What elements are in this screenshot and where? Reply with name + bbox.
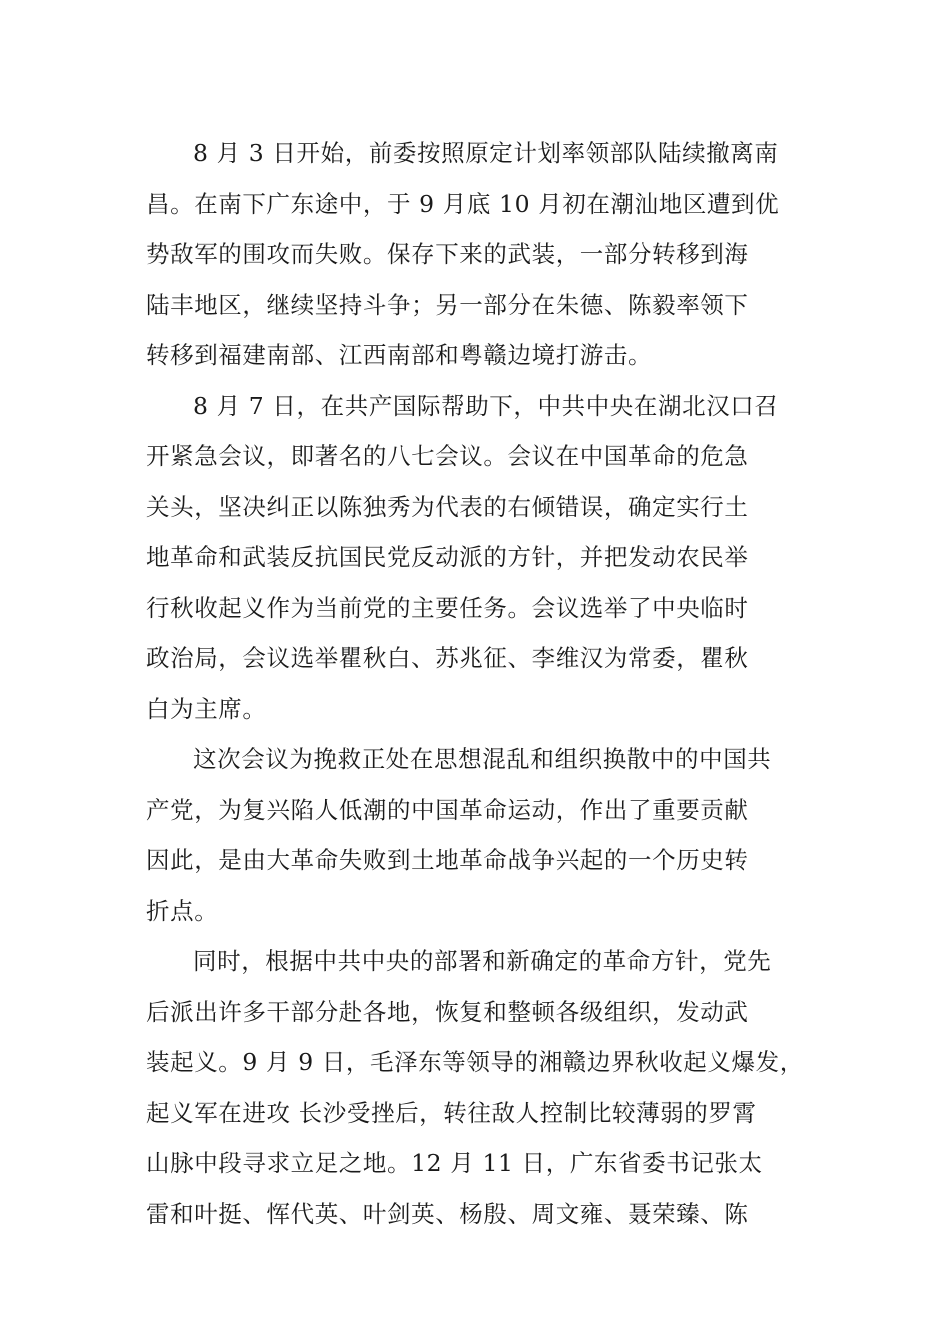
text-line: 陆丰地区，继续坚持斗争；另一部分在朱德、陈毅率领下 bbox=[146, 290, 749, 319]
text-line: 8 月 7 日，在共产国际帮助下，中共中央在湖北汉口召 bbox=[193, 391, 779, 420]
text-line: 这次会议为挽救正处在思想混乱和组织换散中的中国共 bbox=[193, 745, 772, 773]
document-body bbox=[146, 128, 806, 1239]
text-line: 地革命和武装反抗国民党反动派的方针，并把发动农民举 bbox=[146, 543, 749, 571]
text-line: 行秋收起义作为当前党的主要任务。会议选举了中央临时 bbox=[146, 593, 749, 622]
text-line: 同时，根据中共中央的部署和新确定的革命方针，党先 bbox=[193, 947, 772, 975]
text-line: 昌。在南下广东途中，于 9 月底 10 月初在潮汕地区遭到优 bbox=[146, 189, 780, 218]
text-line: 后派出许多干部分赴各地，恢复和整顿各级组织，发动武 bbox=[146, 997, 749, 1026]
text-line: 白为主席。 bbox=[146, 694, 267, 723]
text-line: 转移到福建南部、江西南部和粤赣边境打游击。 bbox=[146, 341, 653, 369]
text-line: 8 月 3 日开始，前委按照原定计划率领部队陆续撤离南 bbox=[193, 139, 779, 167]
text-line: 因此，是由大革命失败到土地革命战争兴起的一个历史转 bbox=[146, 846, 749, 874]
paragraph-4 bbox=[146, 936, 806, 1239]
text-line: 产党，为复兴陷人低潮的中国革命运动，作出了重要贡献 bbox=[146, 795, 749, 824]
text-line: 装起义。9 月 9 日，毛泽东等领导的湘赣边界秋收起义爆发， bbox=[146, 1048, 804, 1076]
paragraph-2 bbox=[146, 381, 806, 735]
paragraph-3 bbox=[146, 734, 806, 936]
paragraph-1 bbox=[146, 128, 806, 381]
text-line: 开紧急会议，即著名的八七会议。会议在中国革命的危急 bbox=[146, 442, 749, 470]
text-line: 折点。 bbox=[146, 896, 219, 925]
text-line: 势敌军的围攻而失败。保存下来的武装，一部分转移到海 bbox=[146, 240, 749, 268]
text-line: 关头，坚决纠正以陈独秀为代表的右倾错误，确定实行土 bbox=[146, 492, 749, 521]
text-line: 政治局，会议选举瞿秋白、苏兆征、李维汉为常委，瞿秋 bbox=[146, 644, 749, 672]
text-line: 山脉中段寻求立足之地。12 月 11 日，广东省委书记张太 bbox=[146, 1149, 763, 1177]
text-line: 起义军在进攻 长沙受挫后，转往敌人控制比较薄弱的罗霄 bbox=[146, 1098, 757, 1127]
text-line: 雷和叶挺、恽代英、叶剑英、杨殷、周文雍、聂荣臻、陈 bbox=[146, 1199, 749, 1228]
